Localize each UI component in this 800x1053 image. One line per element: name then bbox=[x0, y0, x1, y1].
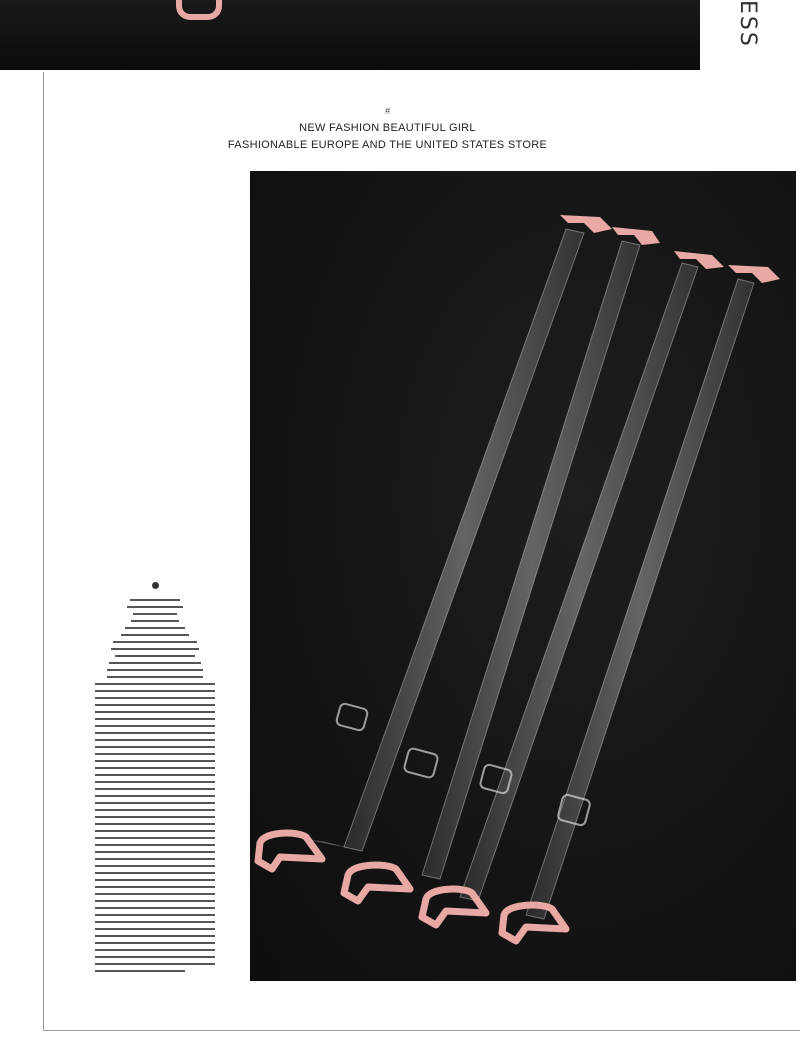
side-vertical-text: ESS bbox=[735, 0, 760, 48]
article-text-graphic bbox=[95, 599, 215, 979]
top-banner-image bbox=[0, 0, 700, 70]
product-photo bbox=[250, 171, 796, 981]
bullet-dot bbox=[152, 582, 159, 589]
top-hook bbox=[728, 265, 780, 283]
top-hook bbox=[612, 227, 660, 245]
strap-4 bbox=[502, 265, 780, 941]
heading-mark: # bbox=[384, 106, 390, 116]
bottom-hook bbox=[258, 833, 322, 869]
headline-secondary: FASHIONABLE EUROPE AND THE UNITED STATES STORE bbox=[227, 139, 548, 151]
decorative-article-column bbox=[95, 582, 215, 982]
headline-primary: NEW FASHION BEAUTIFUL GIRL bbox=[299, 122, 476, 134]
bottom-hook bbox=[422, 889, 486, 925]
slider-buckle bbox=[336, 703, 369, 731]
slider-buckle bbox=[403, 748, 438, 779]
frame-line-left bbox=[43, 72, 44, 1030]
frame-line-bottom bbox=[43, 1030, 800, 1031]
bottom-hook bbox=[344, 865, 410, 901]
pink-hook-icon bbox=[176, 0, 222, 20]
